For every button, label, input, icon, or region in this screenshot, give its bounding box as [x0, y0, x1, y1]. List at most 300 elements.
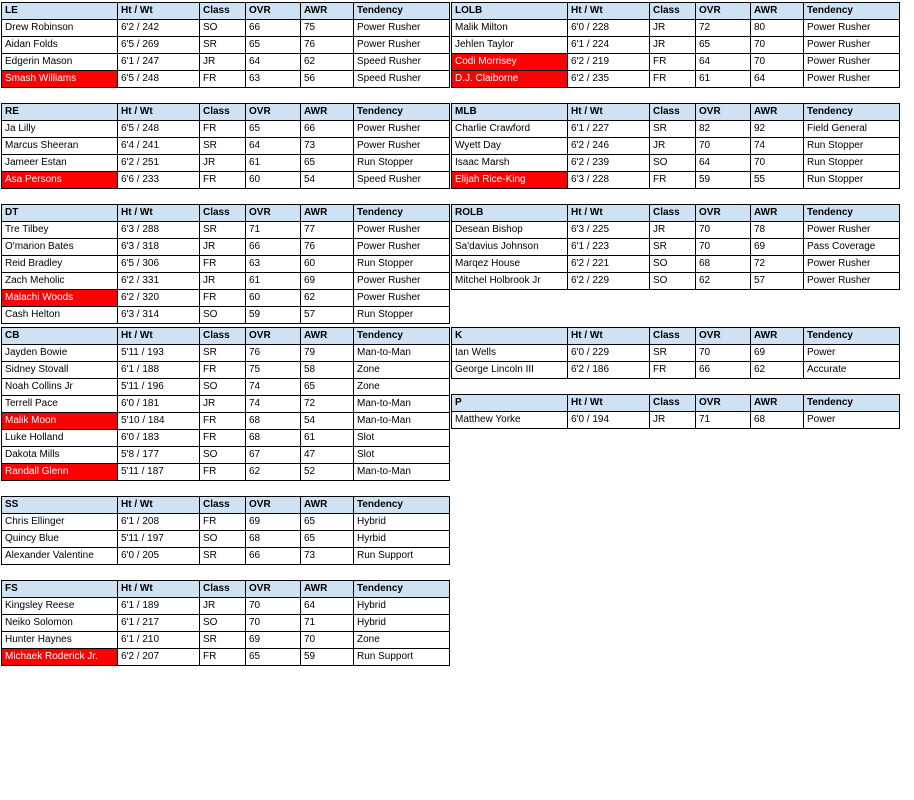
table-row	[2, 548, 450, 565]
player-name-cell: Zach Meholic	[2, 273, 118, 290]
player-name-cell: Desean Bishop	[452, 222, 568, 239]
awr-cell: 74	[751, 138, 804, 155]
ovr-cell: 70	[246, 615, 301, 632]
table-row	[452, 71, 900, 88]
ovr-cell: 74	[246, 396, 301, 413]
awr-cell: 70	[301, 632, 354, 649]
height-weight-cell: 6'0 / 205	[118, 548, 200, 565]
table-row	[2, 379, 450, 396]
player-name-cell: Mitchel Holbrook Jr	[452, 273, 568, 290]
table-header-row	[2, 3, 450, 20]
ovr-cell: 71	[696, 412, 751, 429]
tendency-cell: Slot	[354, 430, 450, 447]
position-table	[451, 394, 900, 429]
tendency-cell: Run Stopper	[804, 138, 900, 155]
tendency-cell: Power Rusher	[354, 290, 450, 307]
awr-cell: 62	[301, 54, 354, 71]
class-cell: SO	[200, 447, 246, 464]
depth-table-le	[1, 2, 450, 88]
awr-header: AWR	[751, 205, 804, 222]
table-header-row	[452, 104, 900, 121]
class-cell: FR	[200, 362, 246, 379]
height-weight-cell: 6'1 / 210	[118, 632, 200, 649]
tendency-cell: Power Rusher	[354, 121, 450, 138]
awr-cell: 68	[751, 412, 804, 429]
height-weight-cell: 5'8 / 177	[118, 447, 200, 464]
player-name-cell: Malik Moon	[2, 413, 118, 430]
player-name-cell: Neiko Solomon	[2, 615, 118, 632]
table-row	[452, 273, 900, 290]
awr-cell: 54	[301, 413, 354, 430]
awr-cell: 70	[751, 37, 804, 54]
class-cell: FR	[200, 256, 246, 273]
tendency-header: Tendency	[354, 205, 450, 222]
class-cell: JR	[200, 396, 246, 413]
awr-cell: 69	[751, 345, 804, 362]
player-name-cell: Asa Persons	[2, 172, 118, 189]
player-name-cell: Dakota Mills	[2, 447, 118, 464]
awr-cell: 60	[301, 256, 354, 273]
awr-cell: 76	[301, 37, 354, 54]
class-cell: SR	[200, 222, 246, 239]
table-row	[2, 345, 450, 362]
class-header: Class	[200, 3, 246, 20]
awr-cell: 69	[751, 239, 804, 256]
player-name-cell: Terrell Pace	[2, 396, 118, 413]
ht-wt-header: Ht / Wt	[118, 3, 200, 20]
player-name-cell: D.J. Claiborne	[452, 71, 568, 88]
class-cell: JR	[200, 155, 246, 172]
table-row	[2, 256, 450, 273]
tendency-cell: Hybrid	[354, 615, 450, 632]
tendency-cell: Accurate	[804, 362, 900, 379]
table-row	[2, 307, 450, 324]
depth-table-rolb	[451, 204, 900, 290]
tendency-cell: Hyrbid	[354, 531, 450, 548]
awr-cell: 56	[301, 71, 354, 88]
awr-cell: 57	[301, 307, 354, 324]
table-row	[2, 273, 450, 290]
player-name-cell: Aidan Folds	[2, 37, 118, 54]
awr-cell: 77	[301, 222, 354, 239]
tendency-cell: Zone	[354, 632, 450, 649]
tendency-header: Tendency	[354, 3, 450, 20]
tendency-cell: Hybrid	[354, 598, 450, 615]
depth-table-k	[451, 327, 900, 379]
player-name-cell: Elijah Rice-King	[452, 172, 568, 189]
class-header: Class	[650, 205, 696, 222]
height-weight-cell: 6'2 / 331	[118, 273, 200, 290]
class-cell: JR	[200, 273, 246, 290]
ovr-cell: 65	[696, 37, 751, 54]
ht-wt-header: Ht / Wt	[118, 497, 200, 514]
position-table	[1, 496, 450, 565]
ovr-cell: 74	[246, 379, 301, 396]
player-name-cell: Marqez House	[452, 256, 568, 273]
player-name-cell: Hunter Haynes	[2, 632, 118, 649]
ht-wt-header: Ht / Wt	[568, 3, 650, 20]
awr-cell: 92	[751, 121, 804, 138]
ht-wt-header: Ht / Wt	[568, 395, 650, 412]
tendency-cell: Power	[804, 412, 900, 429]
ovr-cell: 66	[246, 548, 301, 565]
ovr-cell: 59	[696, 172, 751, 189]
position-label: RE	[2, 104, 118, 121]
awr-header: AWR	[751, 395, 804, 412]
class-cell: SR	[200, 548, 246, 565]
tendency-cell: Power Rusher	[804, 54, 900, 71]
ht-wt-header: Ht / Wt	[568, 205, 650, 222]
table-row	[2, 430, 450, 447]
ovr-header: OVR	[246, 3, 301, 20]
ovr-cell: 70	[696, 345, 751, 362]
height-weight-cell: 6'1 / 217	[118, 615, 200, 632]
player-name-cell: Wyett Day	[452, 138, 568, 155]
player-name-cell: Alexander Valentine	[2, 548, 118, 565]
ovr-cell: 66	[696, 362, 751, 379]
position-label: K	[452, 328, 568, 345]
player-name-cell: Jehlen Taylor	[452, 37, 568, 54]
ovr-header: OVR	[246, 581, 301, 598]
tendency-cell: Power Rusher	[804, 71, 900, 88]
height-weight-cell: 6'0 / 229	[568, 345, 650, 362]
awr-cell: 80	[751, 20, 804, 37]
ovr-cell: 67	[246, 447, 301, 464]
position-label: FS	[2, 581, 118, 598]
awr-cell: 65	[301, 514, 354, 531]
table-row	[452, 138, 900, 155]
awr-cell: 65	[301, 379, 354, 396]
ovr-cell: 69	[246, 632, 301, 649]
ovr-cell: 68	[696, 256, 751, 273]
class-header: Class	[200, 497, 246, 514]
height-weight-cell: 6'2 / 221	[568, 256, 650, 273]
ht-wt-header: Ht / Wt	[568, 104, 650, 121]
class-cell: SO	[200, 379, 246, 396]
awr-header: AWR	[301, 497, 354, 514]
player-name-cell: Malachi Woods	[2, 290, 118, 307]
table-row	[2, 155, 450, 172]
player-name-cell: Ja Lilly	[2, 121, 118, 138]
tendency-header: Tendency	[804, 328, 900, 345]
table-row	[2, 362, 450, 379]
awr-cell: 65	[301, 155, 354, 172]
class-cell: SR	[650, 345, 696, 362]
player-name-cell: Jameer Estan	[2, 155, 118, 172]
tendency-cell: Zone	[354, 379, 450, 396]
table-row	[452, 412, 900, 429]
ovr-cell: 70	[696, 239, 751, 256]
player-name-cell: Isaac Marsh	[452, 155, 568, 172]
awr-cell: 58	[301, 362, 354, 379]
tendency-cell: Speed Rusher	[354, 54, 450, 71]
table-row	[2, 121, 450, 138]
table-row	[452, 362, 900, 379]
table-row	[2, 54, 450, 71]
height-weight-cell: 6'3 / 225	[568, 222, 650, 239]
position-table	[451, 103, 900, 189]
ovr-cell: 66	[246, 239, 301, 256]
awr-cell: 65	[301, 531, 354, 548]
height-weight-cell: 6'2 / 246	[568, 138, 650, 155]
position-label: CB	[2, 328, 118, 345]
height-weight-cell: 6'2 / 320	[118, 290, 200, 307]
table-header-row	[452, 205, 900, 222]
table-row	[2, 649, 450, 666]
depth-table-p	[451, 394, 900, 429]
awr-cell: 64	[301, 598, 354, 615]
table-row	[452, 54, 900, 71]
tendency-cell: Power Rusher	[804, 222, 900, 239]
ovr-cell: 70	[696, 138, 751, 155]
class-cell: JR	[200, 239, 246, 256]
tendency-cell: Run Stopper	[804, 155, 900, 172]
ovr-cell: 63	[246, 71, 301, 88]
table-header-row	[2, 497, 450, 514]
ovr-cell: 64	[696, 155, 751, 172]
player-name-cell: Noah Collins Jr	[2, 379, 118, 396]
ovr-cell: 82	[696, 121, 751, 138]
awr-cell: 66	[301, 121, 354, 138]
tendency-cell: Power Rusher	[804, 20, 900, 37]
class-cell: FR	[200, 413, 246, 430]
class-cell: JR	[650, 37, 696, 54]
ovr-header: OVR	[696, 328, 751, 345]
tendency-cell: Field General	[804, 121, 900, 138]
ovr-header: OVR	[246, 205, 301, 222]
table-row	[452, 20, 900, 37]
awr-cell: 61	[301, 430, 354, 447]
class-cell: SO	[650, 256, 696, 273]
position-table	[1, 327, 450, 481]
height-weight-cell: 6'3 / 318	[118, 239, 200, 256]
tendency-cell: Power Rusher	[354, 20, 450, 37]
table-header-row	[452, 3, 900, 20]
tendency-cell: Speed Rusher	[354, 172, 450, 189]
table-row	[2, 172, 450, 189]
awr-header: AWR	[301, 581, 354, 598]
awr-cell: 70	[751, 54, 804, 71]
tendency-cell: Slot	[354, 447, 450, 464]
ovr-header: OVR	[696, 395, 751, 412]
tendency-cell: Power Rusher	[354, 138, 450, 155]
position-label: SS	[2, 497, 118, 514]
awr-cell: 47	[301, 447, 354, 464]
awr-cell: 59	[301, 649, 354, 666]
awr-header: AWR	[301, 104, 354, 121]
class-header: Class	[200, 104, 246, 121]
height-weight-cell: 6'1 / 224	[568, 37, 650, 54]
table-header-row	[2, 205, 450, 222]
height-weight-cell: 6'0 / 183	[118, 430, 200, 447]
height-weight-cell: 5'11 / 187	[118, 464, 200, 481]
player-name-cell: Tre Tilbey	[2, 222, 118, 239]
table-row	[2, 598, 450, 615]
class-cell: FR	[200, 71, 246, 88]
height-weight-cell: 6'2 / 219	[568, 54, 650, 71]
player-name-cell: Kingsley Reese	[2, 598, 118, 615]
tendency-header: Tendency	[354, 497, 450, 514]
position-table	[1, 580, 450, 666]
player-name-cell: Smash Williams	[2, 71, 118, 88]
height-weight-cell: 6'1 / 188	[118, 362, 200, 379]
player-name-cell: Sidney Stovall	[2, 362, 118, 379]
depth-table-lolb	[451, 2, 900, 88]
tendency-cell: Man-to-Man	[354, 464, 450, 481]
height-weight-cell: 6'2 / 207	[118, 649, 200, 666]
table-row	[2, 37, 450, 54]
tendency-cell: Zone	[354, 362, 450, 379]
ovr-header: OVR	[696, 205, 751, 222]
ht-wt-header: Ht / Wt	[118, 104, 200, 121]
position-label: P	[452, 395, 568, 412]
class-cell: JR	[650, 20, 696, 37]
class-cell: SR	[650, 239, 696, 256]
tendency-cell: Pass Coverage	[804, 239, 900, 256]
ovr-cell: 65	[246, 649, 301, 666]
class-header: Class	[200, 205, 246, 222]
class-cell: SR	[650, 121, 696, 138]
position-table	[451, 204, 900, 290]
tendency-header: Tendency	[354, 581, 450, 598]
depth-table-re	[1, 103, 450, 189]
height-weight-cell: 6'2 / 235	[568, 71, 650, 88]
class-cell: SR	[200, 632, 246, 649]
table-row	[2, 239, 450, 256]
ovr-cell: 63	[246, 256, 301, 273]
table-header-row	[2, 581, 450, 598]
ovr-header: OVR	[696, 3, 751, 20]
position-label: DT	[2, 205, 118, 222]
position-table	[1, 204, 450, 324]
class-cell: SO	[200, 20, 246, 37]
awr-cell: 70	[751, 155, 804, 172]
class-cell: FR	[650, 172, 696, 189]
class-cell: SR	[200, 138, 246, 155]
player-name-cell: Quincy Blue	[2, 531, 118, 548]
height-weight-cell: 5'11 / 193	[118, 345, 200, 362]
position-label: LOLB	[452, 3, 568, 20]
table-row	[452, 222, 900, 239]
class-cell: SO	[200, 615, 246, 632]
class-cell: FR	[200, 649, 246, 666]
player-name-cell: Malik Milton	[452, 20, 568, 37]
ovr-cell: 64	[696, 54, 751, 71]
class-cell: JR	[650, 222, 696, 239]
class-cell: FR	[650, 54, 696, 71]
height-weight-cell: 6'5 / 306	[118, 256, 200, 273]
tendency-cell: Run Support	[354, 548, 450, 565]
position-label: ROLB	[452, 205, 568, 222]
awr-cell: 75	[301, 20, 354, 37]
ovr-cell: 68	[246, 413, 301, 430]
awr-cell: 62	[751, 362, 804, 379]
tendency-cell: Speed Rusher	[354, 71, 450, 88]
table-row	[452, 256, 900, 273]
player-name-cell: Chris Ellinger	[2, 514, 118, 531]
tendency-cell: Power Rusher	[354, 37, 450, 54]
height-weight-cell: 6'3 / 228	[568, 172, 650, 189]
ovr-header: OVR	[696, 104, 751, 121]
height-weight-cell: 6'0 / 228	[568, 20, 650, 37]
tendency-cell: Run Stopper	[354, 256, 450, 273]
awr-cell: 55	[751, 172, 804, 189]
player-name-cell: Cash Helton	[2, 307, 118, 324]
table-row	[2, 20, 450, 37]
player-name-cell: Jayden Bowie	[2, 345, 118, 362]
class-header: Class	[650, 3, 696, 20]
class-cell: FR	[200, 172, 246, 189]
class-header: Class	[200, 328, 246, 345]
height-weight-cell: 6'2 / 239	[568, 155, 650, 172]
player-name-cell: Marcus Sheeran	[2, 138, 118, 155]
class-header: Class	[650, 104, 696, 121]
awr-cell: 73	[301, 548, 354, 565]
ovr-cell: 61	[246, 155, 301, 172]
position-table	[1, 103, 450, 189]
player-name-cell: Drew Robinson	[2, 20, 118, 37]
class-header: Class	[200, 581, 246, 598]
table-row	[452, 155, 900, 172]
awr-header: AWR	[301, 328, 354, 345]
ovr-cell: 62	[696, 273, 751, 290]
table-header-row	[452, 395, 900, 412]
tendency-cell: Power Rusher	[354, 222, 450, 239]
tendency-cell: Power	[804, 345, 900, 362]
depth-table-cb	[1, 327, 450, 481]
table-header-row	[2, 104, 450, 121]
height-weight-cell: 5'10 / 184	[118, 413, 200, 430]
player-name-cell: Matthew Yorke	[452, 412, 568, 429]
height-weight-cell: 6'1 / 189	[118, 598, 200, 615]
height-weight-cell: 6'2 / 229	[568, 273, 650, 290]
awr-header: AWR	[751, 3, 804, 20]
player-name-cell: Reid Bradley	[2, 256, 118, 273]
ovr-header: OVR	[246, 328, 301, 345]
class-cell: SR	[200, 345, 246, 362]
tendency-cell: Power Rusher	[804, 256, 900, 273]
height-weight-cell: 6'5 / 248	[118, 71, 200, 88]
class-header: Class	[650, 328, 696, 345]
ht-wt-header: Ht / Wt	[118, 328, 200, 345]
height-weight-cell: 6'2 / 242	[118, 20, 200, 37]
player-name-cell: Edgerin Mason	[2, 54, 118, 71]
table-row	[2, 222, 450, 239]
player-name-cell: Charlie Crawford	[452, 121, 568, 138]
tendency-header: Tendency	[804, 395, 900, 412]
class-cell: FR	[200, 121, 246, 138]
tendency-cell: Man-to-Man	[354, 413, 450, 430]
table-row	[2, 71, 450, 88]
ovr-cell: 70	[246, 598, 301, 615]
height-weight-cell: 6'2 / 251	[118, 155, 200, 172]
player-name-cell: O'marion Bates	[2, 239, 118, 256]
position-label: MLB	[452, 104, 568, 121]
table-row	[452, 345, 900, 362]
awr-header: AWR	[751, 328, 804, 345]
player-name-cell: Randall Glenn	[2, 464, 118, 481]
awr-header: AWR	[301, 205, 354, 222]
height-weight-cell: 6'1 / 227	[568, 121, 650, 138]
ovr-cell: 66	[246, 20, 301, 37]
player-name-cell: George Lincoln III	[452, 362, 568, 379]
ovr-cell: 65	[246, 121, 301, 138]
awr-cell: 73	[301, 138, 354, 155]
player-name-cell: Luke Holland	[2, 430, 118, 447]
tendency-header: Tendency	[354, 104, 450, 121]
table-row	[452, 239, 900, 256]
ovr-cell: 62	[246, 464, 301, 481]
